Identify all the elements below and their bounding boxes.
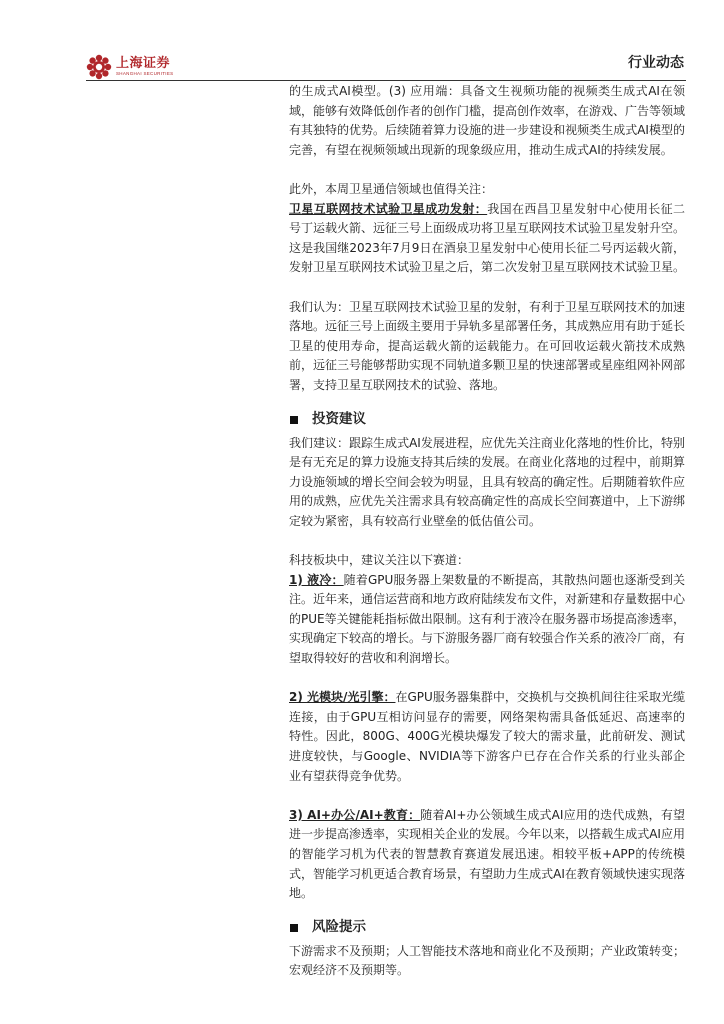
track-liquid-cooling-lead: 1) 液冷： [289,572,344,587]
track-optical-module-text: 在GPU服务器集群中，交换机与交换机间往往采取光缆连接，由于GPU互相访问显存的需要，网络架构需具备低延迟、高速率的特性。因此，800G、400G光模块爆发了较大的需求量，此前研发、测试进度较快，与Google、NVIDIA等下游客户已存在合作关系的行业头部企业有望获得竞争优势。 [289,690,685,783]
track-optical-module [289,688,685,786]
track-liquid-cooling [289,571,685,669]
track-optical-module-lead: 2) 光模块/光引擎： [289,690,396,705]
report-body [289,82,685,981]
satellite-launch-lead: 卫星互联网技术试验卫星成功发射： [289,201,488,216]
paragraph-satellite-launch [289,200,685,278]
heading-risk-text: 风险提示 [312,918,366,935]
heading-investment-text: 投资建议 [312,410,366,427]
heading-bullet-icon [290,416,298,424]
paragraph-investment: 我们建议：跟踪生成式AI发展进程，应优先关注商业化落地的性价比，特别是有无充足的算力设施支持其后续的发展。在商业化落地的过程中，前期算力设施领域的增长空间会较为明显，且具有较高的确定性。后期随着软件应用的成熟，应优先关注需求具有较高确定性的高成长空间赛道中，上下游绑定较为紧密，具有较高行业壁垒的低估值公司。 [289,435,686,528]
company-logo [86,54,173,80]
paragraph-risk: 下游需求不及预期；人工智能技术落地和商业化不及预期；产业政策转变；宏观经济不及预期等。 [289,943,686,978]
page-header [0,0,724,80]
heading-investment [289,406,685,434]
logo-chinese-name: 上海证券 [116,56,171,71]
satellite-launch-text: 我国在西昌卫星发射中心使用长征二号丁运载火箭、远征三号上面级成功将卫星互联网技术试验卫星发射升空。这是我国继2023年7月9日在酒泉卫星发射中心使用长征二号丙运载火箭，发射卫星互联网技术试验卫星之后，第二次发射卫星互联网技术试验卫星。 [289,201,686,275]
track-ai-office-education-text: 随着AI+办公领域生成式AI应用的迭代成熟，有望进一步提高渗透率，实现相关企业的发展。今年以来，以搭载生成式AI应用的智能学习机为代表的智慧教育赛道发展迅速。相较平板+APP的传统模式，智能学习机更适合教育场景，有望助力生成式AI在教育领域快速实现落地。 [289,807,685,901]
logo-english-name: SHANGHAI SECURITIES [116,71,174,76]
logo-mark-icon [86,54,112,80]
section-label: 行业动态 [628,55,684,71]
track-ai-office-education-lead: 3) AI+办公/AI+教育： [289,807,421,822]
paragraph-tracks-intro: 科技板块中，建议关注以下赛道： [289,553,470,568]
paragraph-video-ai: 的生成式AI模型。(3) 应用端：具备文生视频功能的视频类生成式AI在领域，能够有效降低创作者的创作门槛，提高创作效率，在游戏、广告等领域有其独特的优势。后续随着算力设施的进一步建设和视频类生成式AI模型的完善，有望在视频领域出现新的现象级应用，推动生成式AI的持续发展。 [289,84,686,157]
heading-risk [289,914,685,942]
header-divider [86,80,686,81]
track-ai-office-education [289,806,685,904]
paragraph-satellite-opinion: 我们认为：卫星互联网技术试验卫星的发射，有利于卫星互联网技术的加速落地。远征三号上面级主要用于异轨多星部署任务，其成熟应用有助于延长卫星的使用寿命，提高运载火箭的运载能力。在可回收运载火箭技术成熟前，远征三号能够帮助实现不同轨道多颗卫星的快速部署或星座组网补网部署，支持卫星互联网技术的试验、落地。 [289,299,686,392]
track-liquid-cooling-text: 随着GPU服务器上架数量的不断提高，其散热问题也逐渐受到关注。近年来，通信运营商和地方政府陆续发布文件，对新建和存量数据中心的PUE等关键能耗指标做出限制。这有利于液冷在服务器市场提高渗透率，实现确定下较高的增长。与下游服务器厂商有较强合作关系的液冷厂商，有望取得较好的营收和利润增长。 [289,572,686,666]
paragraph-satellite-intro: 此外，本周卫星通信领域也值得关注： [289,181,494,196]
heading-bullet-icon [290,924,298,932]
